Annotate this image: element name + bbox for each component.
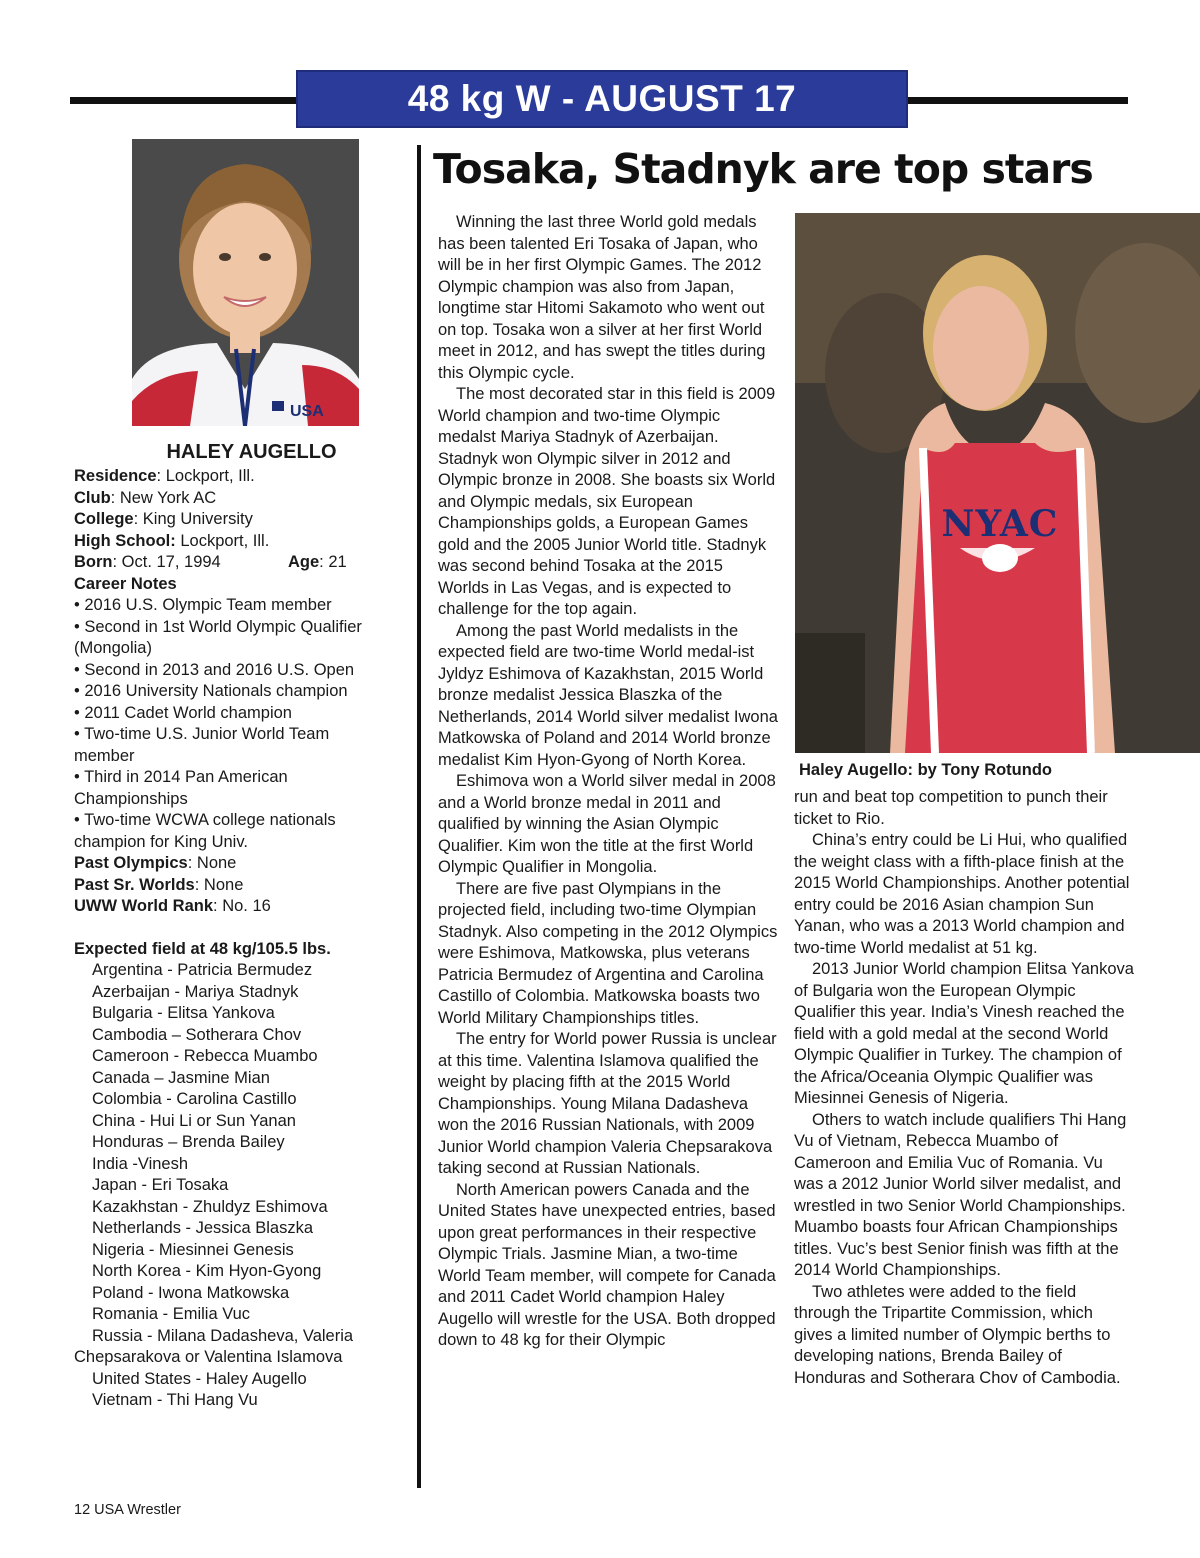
list-item: Kazakhstan - Zhuldyz Eshimova <box>92 1197 328 1216</box>
career-notes-list <box>74 595 409 853</box>
list-item: • Third in 2014 Pan American <box>74 768 288 786</box>
list-item: • Two-time U.S. Junior World Team <box>74 725 330 743</box>
list-item: China - Hui Li or Sun Yanan <box>92 1111 296 1130</box>
singlet-lettering: NYAC <box>941 503 1059 545</box>
list-item: Nigeria - Miesinnei Genesis <box>92 1240 294 1259</box>
list-item: Azerbaijan - Mariya Stadnyk <box>92 982 299 1001</box>
article-paragraph: The most decorated star in this field is 2009 World champion and two-time Olympic medalst Mariya Stadnyk of Azerbaijan. Stadnyk won Olympic silver in 2012 and Olympic bronze in 2008. She boasts six World and Olympic medals, six European Championships golds, a European Games gold and the 2005 Junior World title. Stadnyk was second behind Tosaka at the 2015 Worlds in Las Vegas, and is expected to challenge for the top again. <box>438 385 776 618</box>
article-column-right <box>794 787 1134 1389</box>
article-paragraph-continued: run and beat top competition to punch their ticket to Rio. <box>794 788 1108 828</box>
list-item: champion for King Univ. <box>74 832 248 851</box>
list-item: Canada – Jasmine Mian <box>92 1068 270 1087</box>
usa-logo-text: USA <box>290 403 324 420</box>
list-item: member <box>74 746 135 765</box>
article-column-middle <box>438 212 778 1352</box>
article-paragraph: Eshimova won a World silver medal in 2008 and a World bronze medal in 2011 and qualified by winning the Asian Olympic Qualifier. Kim won the title at the first World Olympic Qualifier in Mongolia. <box>438 772 776 876</box>
column-divider <box>417 145 421 1488</box>
list-item: • 2016 U.S. Olympic Team member <box>74 596 332 614</box>
article-paragraph: Winning the last three World gold medals has been talented Eri Tosaka of Japan, who will be in her first Olympic Games. The 2012 Olympic champion was also from Japan, longtime star Hitomi Sakamoto who went out on top. Tosaka won a silver at her first World meet in 2012, and has swept the titles during this Olympic cycle. <box>438 213 766 382</box>
list-item: Poland - Iwona Matkowska <box>92 1283 290 1302</box>
list-item: (Mongolia) <box>74 639 152 657</box>
born-age-row: Born: Oct. 17, 1994 Age: 21 <box>74 553 347 571</box>
list-item: Netherlands - Jessica Blaszka <box>92 1219 314 1237</box>
list-item: Japan - Eri Tosaka <box>92 1176 229 1194</box>
world-rank-row: UWW World Rank: No. 16 <box>74 897 271 915</box>
list-item: Bulgaria - Elitsa Yankova <box>92 1004 275 1022</box>
list-item: Cameroon - Rebecca Muambo <box>92 1047 318 1065</box>
list-item: Cambodia – Sotherara Chov <box>92 1025 302 1044</box>
list-item: Vietnam - Thi Hang Vu <box>92 1391 258 1409</box>
header-rule-right <box>905 97 1128 104</box>
headshot-illustration <box>132 139 359 426</box>
article-paragraph: North American powers Canada and the United States have unexpected entries, based upon great performances in their respective Olympic Trials. Jasmine Mian, a two-time World Team member, will compete for Canada and 2011 Cadet World champion Haley Augello will wrestle for the USA. Both dropped down to 48 kg for their Olympic <box>438 1180 776 1349</box>
list-item: Championships <box>74 789 188 808</box>
action-photo-illustration <box>795 213 1200 753</box>
article-paragraph: 2013 Junior World champion Elitsa Yankova of Bulgaria won the European Olympic Qualifier this year. India’s Vinesh reached the field with a gold medal at the second World Olympic Qualifier in Turkey. The champion of the Africa/Oceania Olympic Qualifier was Miesinnei Genesis of Nigeria. <box>794 960 1134 1107</box>
career-notes-heading: Career Notes <box>74 574 177 593</box>
athlete-profile <box>74 440 409 1412</box>
article-paragraph: China’s entry could be Li Hui, who qualified the weight class with a fifth-place finish at the 2015 World Championships. Another potential entry could be 2016 Asian champion Sun Yanan, who was a 2013 World champion and two-time World medalist at 51 kg. <box>794 831 1130 957</box>
list-item: Colombia - Carolina Castillo <box>92 1090 297 1108</box>
article-paragraph: Others to watch include qualifiers Thi Hang Vu of Vietnam, Rebecca Muambo of Cameroon and Emilia Vuc of Romania. Vu was a 2012 Junior World silver medalist, and wrestled in two Senior World Championships. Muambo boasts four African Championships titles. Vuc’s best Senior finish was fifth at the 2014 World Championships. <box>794 1110 1127 1279</box>
action-photo <box>795 213 1200 753</box>
article-headline: Tosaka, Stadnyk are top stars <box>433 145 1093 193</box>
header-rule-left <box>70 97 300 104</box>
list-item: • Second in 2013 and 2016 U.S. Open <box>74 660 355 679</box>
past-olympics-row: Past Olympics: None <box>74 854 237 872</box>
list-item: Argentina - Patricia Bermudez <box>92 961 313 979</box>
list-item: • Two-time WCWA college nationals <box>74 811 336 829</box>
list-item: Honduras – Brenda Bailey <box>92 1133 285 1151</box>
high-school-row: High School: Lockport, Ill. <box>74 531 270 550</box>
article-paragraph: The entry for World power Russia is unclear at this time. Valentina Islamova qualified the weight by placing fifth at the 2015 World Championships. Young Milana Dadasheva won the 2016 Russian Nationals, with 2009 Junior World champion Valeria Chepsarakova taking second at Russian Nationals. <box>438 1030 777 1177</box>
list-item: India -Vinesh <box>92 1154 189 1173</box>
list-item: North Korea - Kim Hyon-Gyong <box>92 1262 322 1280</box>
photo-caption: Haley Augello: by Tony Rotundo <box>799 761 1052 779</box>
residence-row: Residence: Lockport, Ill. <box>74 467 255 485</box>
article-paragraph: Among the past World medalists in the expected field are two-time World medal-ist Jyldyz Eshimova of Kazakhstan, 2015 World bronze medalist Jessica Blaszka of the Netherlands, 2014 World silver medalist Iwona Matkowska of Poland and 2014 World bronze medalist Kim Hyon-Gyong of North Korea. <box>438 621 778 769</box>
list-item: Romania - Emilia Vuc <box>92 1305 251 1323</box>
expected-field-heading: Expected field at 48 kg/105.5 lbs. <box>74 939 331 958</box>
list-item: • 2016 University Nationals champion <box>74 682 348 700</box>
club-row: Club: New York AC <box>74 488 217 507</box>
article-paragraph: Two athletes were added to the field through the Tripartite Commission, which gives a limited number of Olympic berths to developing nations, Brenda Bailey of Honduras and Sotherara Chov of Cambodia. <box>794 1282 1121 1387</box>
college-row: College: King University <box>74 510 253 528</box>
expected-field-list <box>74 960 409 1412</box>
athlete-name: HALEY AUGELLO <box>166 441 337 463</box>
list-item: • Second in 1st World Olympic Qualifier <box>74 617 362 636</box>
list-item: United States - Haley Augello <box>92 1369 307 1388</box>
article-paragraph: There are five past Olympians in the projected field, including two-time Olympian Stadnyk. Also competing in the 2012 Olympics were Eshimova, Matkowska, plus veterans Patricia Bermudez of Argentina and Carolina Castillo of Colombia. Matkowska boasts two World Military Championships titles. <box>438 879 778 1027</box>
past-worlds-row: Past Sr. Worlds: None <box>74 875 244 894</box>
list-item: Chepsarakova or Valentina Islamova <box>74 1348 343 1366</box>
headshot-photo <box>132 139 359 426</box>
list-item: • 2011 Cadet World champion <box>74 703 292 722</box>
list-item: Russia - Milana Dadasheva, Valeria <box>92 1326 354 1345</box>
page-folio: 12 USA Wrestler <box>74 1502 181 1518</box>
section-banner: 48 kg W - AUGUST 17 <box>296 70 908 128</box>
